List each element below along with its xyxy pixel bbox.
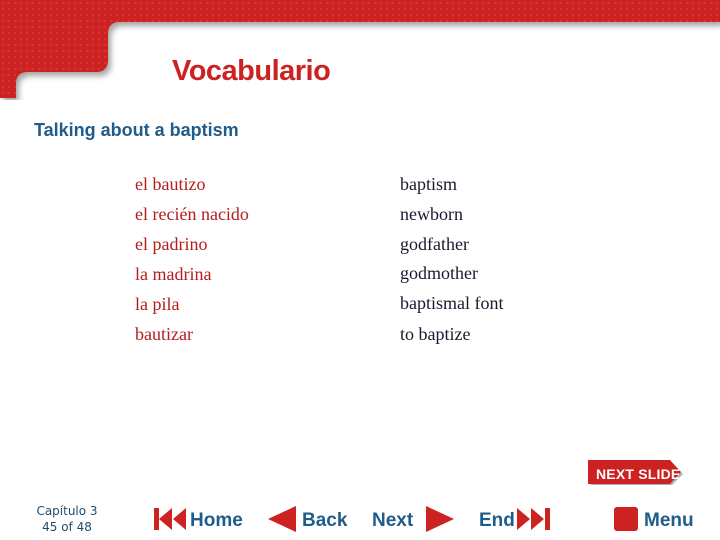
vocab-definition: godmother xyxy=(400,263,478,283)
vocab-definition: newborn xyxy=(400,204,463,224)
skip-to-end-icon xyxy=(515,504,553,534)
vocab-definition: baptism xyxy=(400,174,457,194)
section-subtitle: Talking about a baptism xyxy=(34,120,239,140)
home-button[interactable] xyxy=(152,500,252,540)
chapter-label: Capítulo 3 xyxy=(36,504,98,518)
vocab-term: la pila xyxy=(135,294,180,314)
header-band-graphic xyxy=(0,0,720,100)
back-button[interactable] xyxy=(266,500,356,540)
bottom-nav xyxy=(152,500,702,540)
vocab-term: bautizar xyxy=(135,324,193,344)
menu-button[interactable] xyxy=(612,500,702,540)
next-button[interactable] xyxy=(372,500,462,540)
back-label: Back xyxy=(302,510,348,531)
end-button[interactable] xyxy=(479,500,569,540)
back-arrow-icon xyxy=(266,504,300,534)
vocab-term: el padrino xyxy=(135,234,208,254)
header-band xyxy=(0,0,720,100)
menu-label: Menu xyxy=(644,510,694,531)
vocab-term: el recién nacido xyxy=(135,204,249,224)
end-label: End xyxy=(479,510,515,531)
page-counter: 45 of 48 xyxy=(42,520,92,534)
next-arrow-icon xyxy=(422,504,456,534)
vocab-definition: baptismal font xyxy=(400,293,504,313)
chapter-page-indicator xyxy=(22,503,112,535)
next-slide-button[interactable] xyxy=(588,460,686,488)
stop-square-icon xyxy=(612,504,640,534)
rewind-to-start-icon xyxy=(152,504,188,534)
home-label: Home xyxy=(190,510,243,531)
vocab-term: la madrina xyxy=(135,264,212,284)
vocab-definition: to baptize xyxy=(400,324,471,344)
next-label: Next xyxy=(372,510,414,531)
vocab-term: el bautizo xyxy=(135,174,206,194)
next-slide-label: NEXT SLIDE xyxy=(596,466,681,482)
page-title: Vocabulario xyxy=(172,55,331,87)
vocab-definition: godfather xyxy=(400,234,469,254)
